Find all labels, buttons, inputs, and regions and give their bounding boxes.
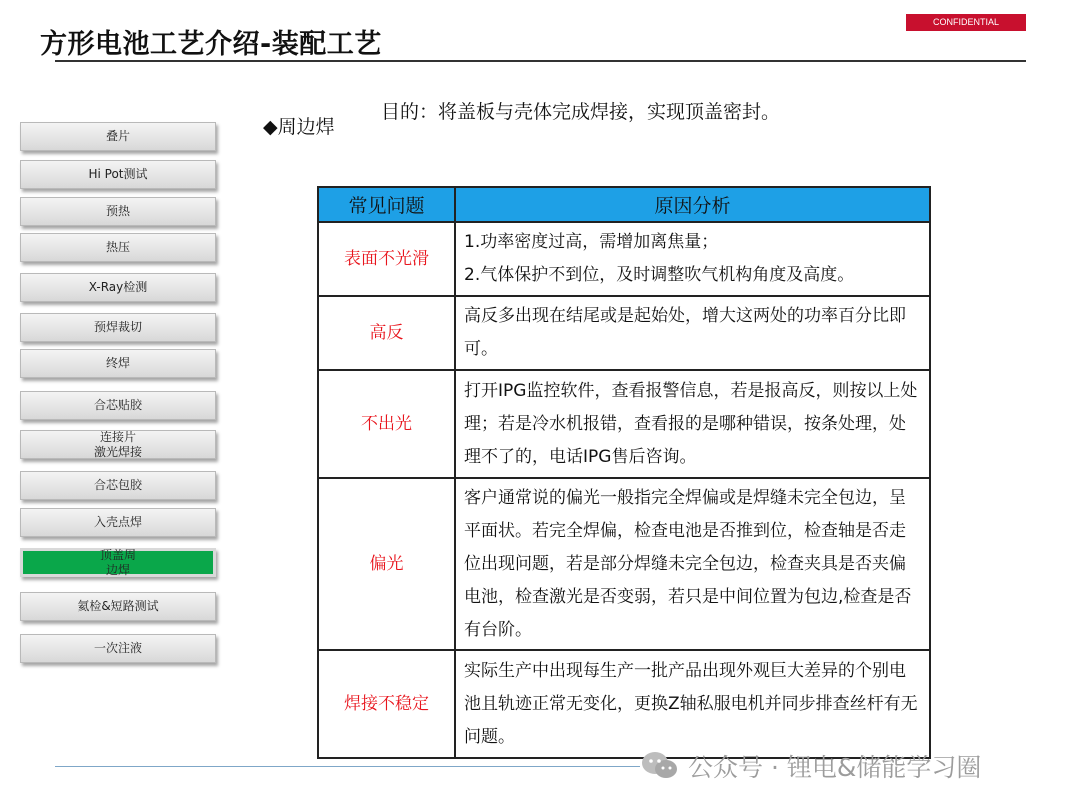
footer-divider bbox=[55, 766, 640, 767]
sidebar-item-case-spot-weld[interactable]: 入壳点焊 bbox=[20, 508, 216, 537]
sidebar-item-pre-weld-cut[interactable]: 预焊裁切 bbox=[20, 313, 216, 342]
cause-cell: 实际生产中出现每生产一批产品出现外观巨大差异的个别电池且轨迹正常无变化，更换Z轴私服电机并同步排查丝杆有无问题。 bbox=[455, 650, 930, 758]
table-header-row bbox=[318, 187, 930, 222]
confidential-badge: CONFIDENTIAL bbox=[906, 14, 1026, 31]
sidebar-item-hipot-test[interactable]: Hi Pot测试 bbox=[20, 160, 216, 189]
problem-cell: 高反 bbox=[318, 296, 455, 370]
sidebar-item-top-cover-seam-weld[interactable]: 顶盖周 边焊 bbox=[20, 548, 216, 577]
cause-cell: 1.功率密度过高，需增加离焦量； 2.气体保护不到位，及时调整吹气机构角度及高度。 bbox=[455, 222, 930, 296]
cause-cell: 客户通常说的偏光一般指完全焊偏或是焊缝未完全包边，呈平面状。若完全焊偏，检查电池是否推到位，检查轴是否走位出现问题，若是部分焊缝未完全包边，检查夹具是否夹偏电池，检查激光是否变弱，若只是中间位置为包边,检查是否有台阶。 bbox=[455, 478, 930, 650]
purpose-text: 目的：将盖板与壳体完成焊接，实现顶盖密封。 bbox=[381, 101, 781, 123]
column-header-problem: 常见问题 bbox=[318, 187, 455, 222]
section-heading: ◆周边焊 bbox=[263, 116, 335, 138]
sidebar-item-stacking[interactable]: 叠片 bbox=[20, 122, 216, 151]
sidebar-item-final-weld[interactable]: 终焊 bbox=[20, 349, 216, 378]
watermark-text: 公众号 · 锂电&储能学习圈 bbox=[688, 753, 982, 782]
problem-cell: 表面不光滑 bbox=[318, 222, 455, 296]
sidebar-item-first-injection[interactable]: 一次注液 bbox=[20, 634, 216, 663]
cause-cell: 高反多出现在结尾或是起始处，增大这两处的功率百分比即可。 bbox=[455, 296, 930, 370]
problem-cell: 焊接不稳定 bbox=[318, 650, 455, 758]
title-divider bbox=[55, 60, 1026, 62]
sidebar-item-connector-laser-weld[interactable]: 连接片 激光焊接 bbox=[20, 430, 216, 459]
table-row bbox=[318, 296, 930, 370]
problem-cell: 偏光 bbox=[318, 478, 455, 650]
cause-cell: 打开IPG监控软件，查看报警信息，若是报高反，则按以上处理；若是冷水机报错，查看报的是哪种错误，按条处理，处理不了的，电话IPG售后咨询。 bbox=[455, 370, 930, 478]
issues-table bbox=[317, 186, 931, 759]
wechat-icon bbox=[640, 750, 680, 782]
table-row bbox=[318, 222, 930, 296]
sidebar-item-core-wrapping[interactable]: 合芯包胶 bbox=[20, 471, 216, 500]
column-header-cause: 原因分析 bbox=[455, 187, 930, 222]
table-row bbox=[318, 650, 930, 758]
table-row bbox=[318, 370, 930, 478]
sidebar-item-helium-short-test[interactable]: 氦检&短路测试 bbox=[20, 592, 216, 621]
watermark bbox=[640, 748, 981, 784]
sidebar-item-xray-inspection[interactable]: X-Ray检测 bbox=[20, 273, 216, 302]
sidebar-item-core-taping[interactable]: 合芯贴胶 bbox=[20, 391, 216, 420]
sidebar-item-hot-press[interactable]: 热压 bbox=[20, 233, 216, 262]
page-title: 方形电池工艺介绍-装配工艺 bbox=[40, 29, 382, 60]
sidebar-item-preheat[interactable]: 预热 bbox=[20, 197, 216, 226]
table-row bbox=[318, 478, 930, 650]
problem-cell: 不出光 bbox=[318, 370, 455, 478]
